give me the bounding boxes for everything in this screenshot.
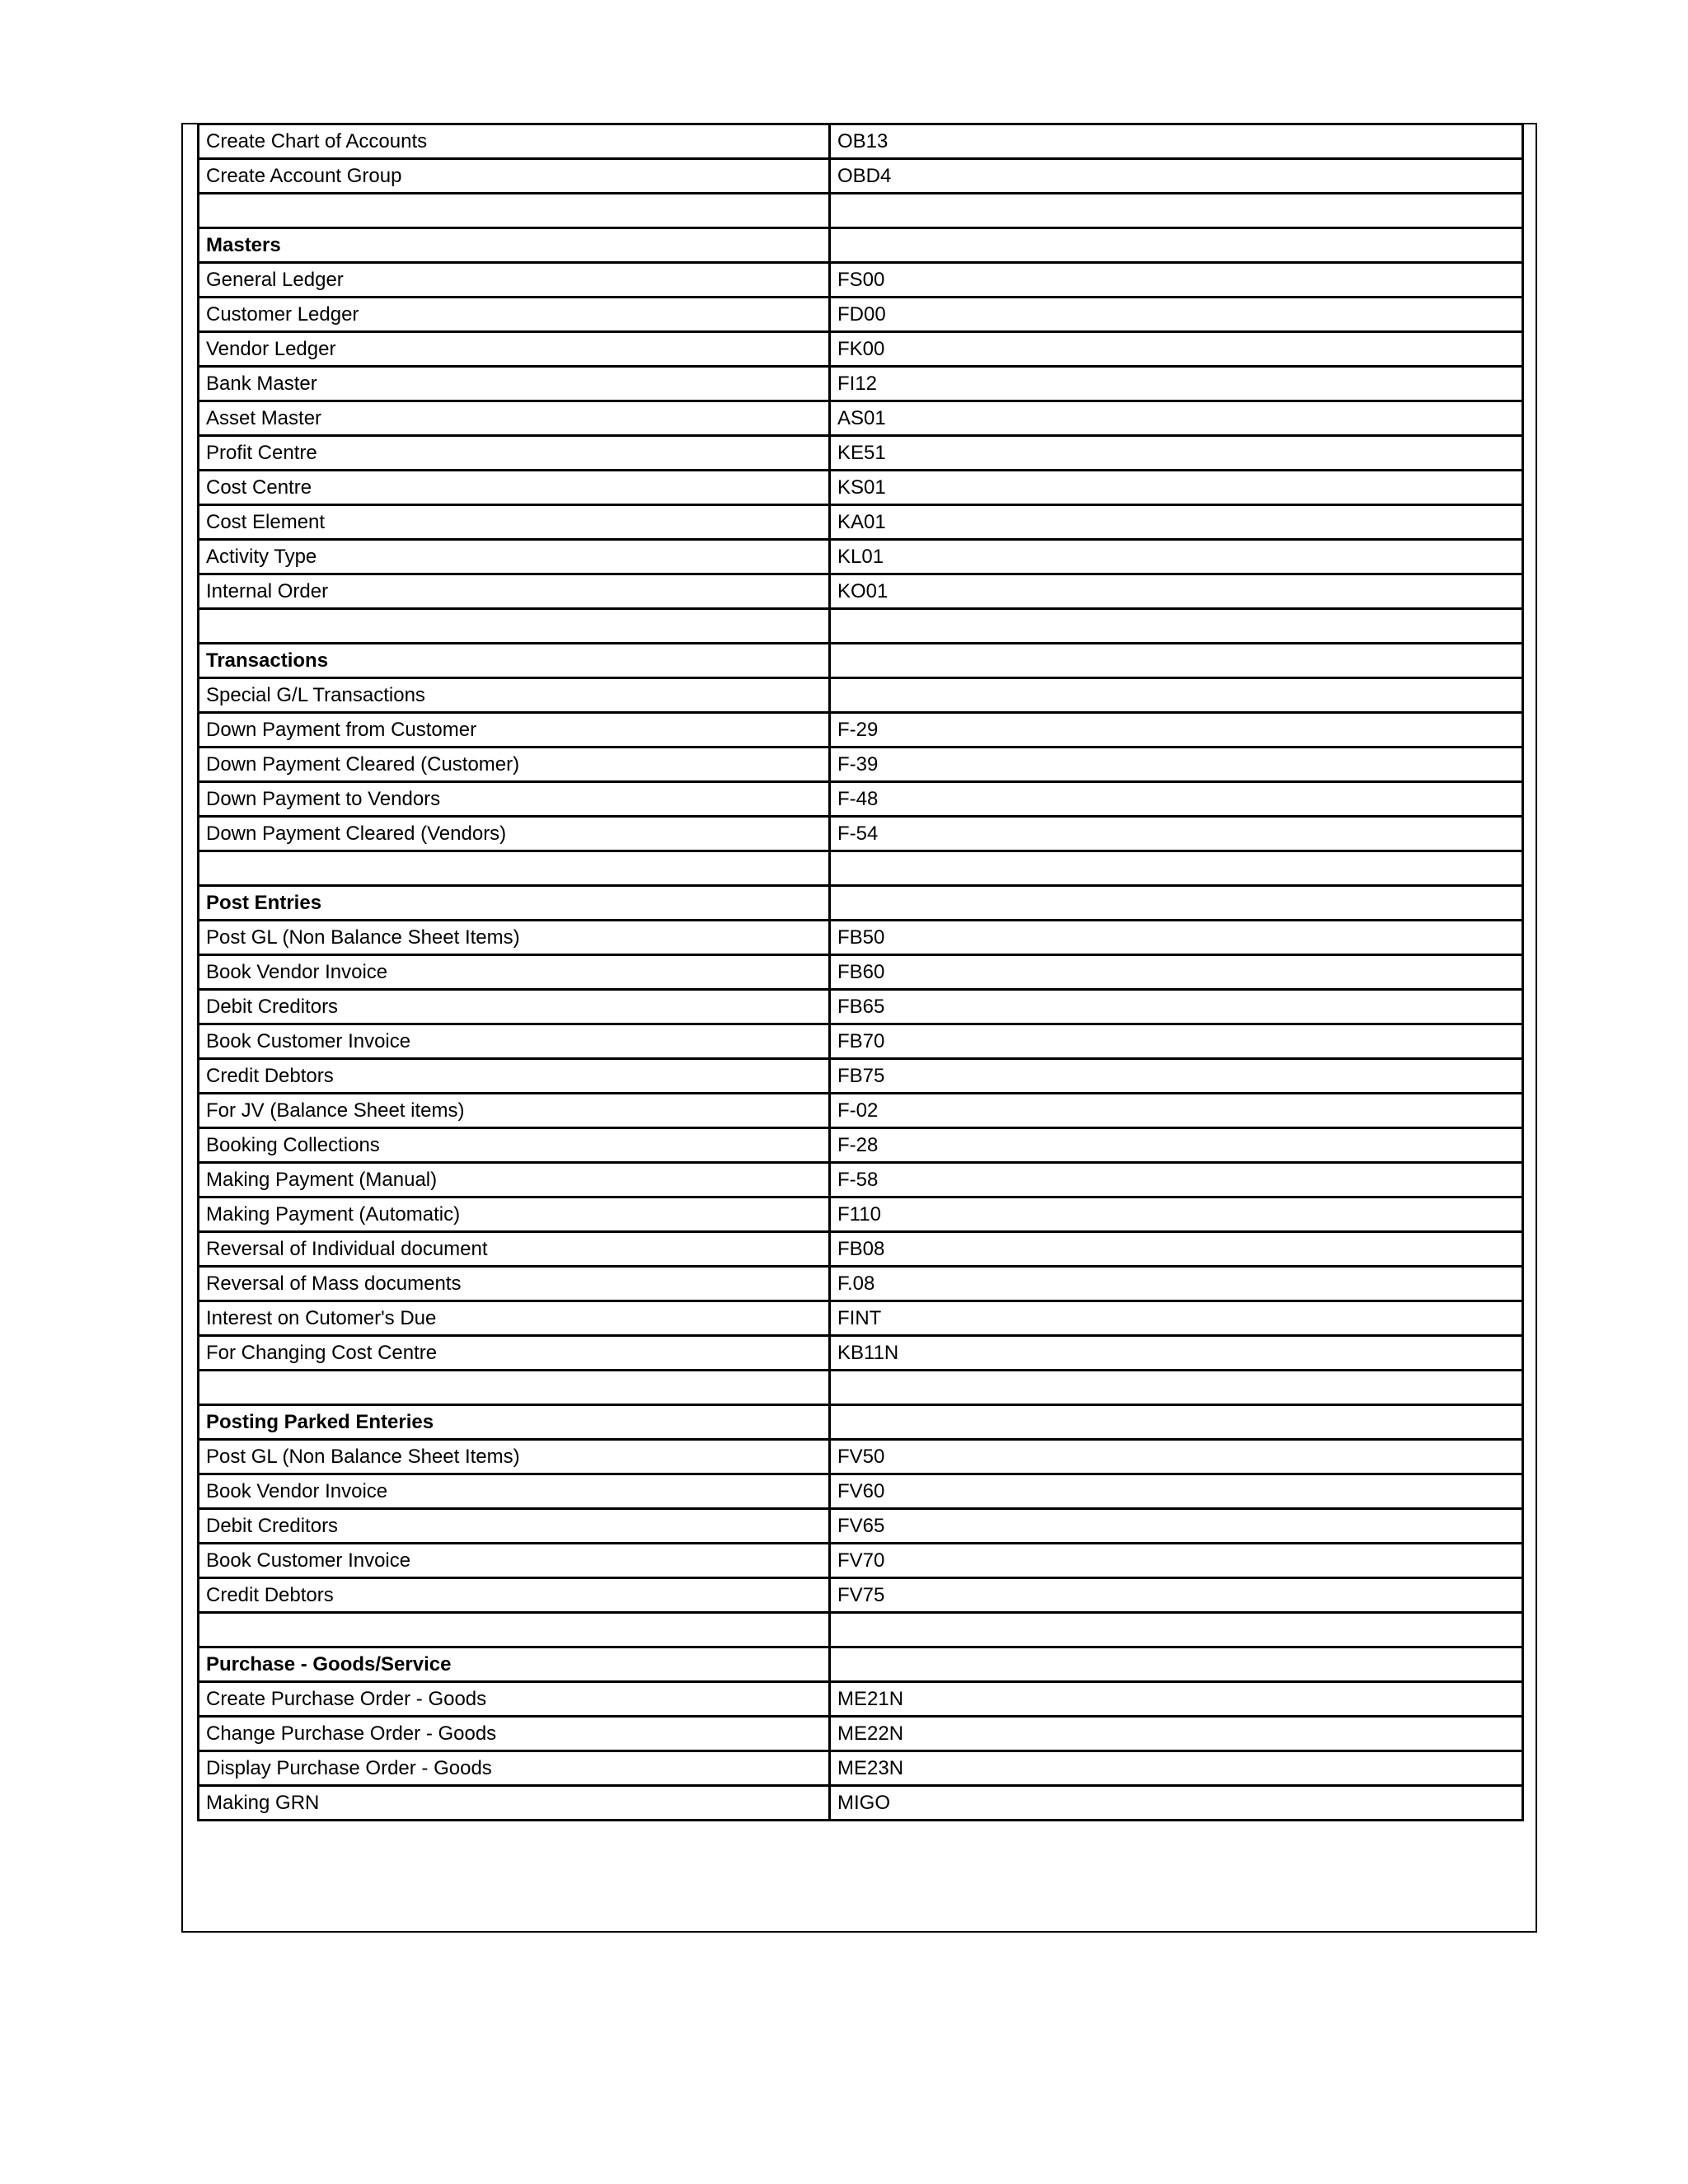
transaction-code: FB75 bbox=[830, 1059, 1523, 1094]
transaction-code bbox=[830, 609, 1523, 644]
transaction-code bbox=[830, 644, 1523, 678]
table-row bbox=[199, 505, 1523, 540]
activity-label: Book Vendor Invoice bbox=[199, 1474, 830, 1509]
table-row bbox=[199, 1128, 1523, 1163]
activity-label bbox=[199, 1371, 830, 1405]
activity-label: Debit Creditors bbox=[199, 1509, 830, 1544]
activity-label: Create Purchase Order - Goods bbox=[199, 1682, 830, 1717]
activity-label: Making GRN bbox=[199, 1786, 830, 1821]
transaction-code: F-48 bbox=[830, 782, 1523, 817]
table-row bbox=[199, 1094, 1523, 1128]
activity-label: Display Purchase Order - Goods bbox=[199, 1751, 830, 1786]
activity-label: Create Account Group bbox=[199, 159, 830, 194]
transaction-code: FV60 bbox=[830, 1474, 1523, 1509]
table-row bbox=[199, 436, 1523, 471]
activity-label: Asset Master bbox=[199, 401, 830, 436]
activity-label: Book Customer Invoice bbox=[199, 1024, 830, 1059]
activity-label: Customer Ledger bbox=[199, 298, 830, 332]
activity-label bbox=[199, 851, 830, 886]
transaction-code: FV65 bbox=[830, 1509, 1523, 1544]
table-row bbox=[199, 990, 1523, 1024]
transaction-code bbox=[830, 1405, 1523, 1440]
activity-label: Vendor Ledger bbox=[199, 332, 830, 367]
table-row bbox=[199, 851, 1523, 886]
section-title: Transactions bbox=[199, 644, 830, 678]
table-row bbox=[199, 678, 1523, 713]
transaction-code: F-02 bbox=[830, 1094, 1523, 1128]
table-body bbox=[199, 124, 1523, 1821]
activity-label: Down Payment Cleared (Customer) bbox=[199, 748, 830, 782]
activity-label: Cost Centre bbox=[199, 471, 830, 505]
section-header-row bbox=[199, 1647, 1523, 1682]
table-row bbox=[199, 1578, 1523, 1613]
activity-label: Making Payment (Manual) bbox=[199, 1163, 830, 1197]
transaction-code: FB70 bbox=[830, 1024, 1523, 1059]
table-row bbox=[199, 367, 1523, 401]
transaction-code: ME23N bbox=[830, 1751, 1523, 1786]
table-row bbox=[199, 955, 1523, 990]
table-row bbox=[199, 124, 1523, 159]
transaction-code: FV75 bbox=[830, 1578, 1523, 1613]
transaction-code: F-58 bbox=[830, 1163, 1523, 1197]
transaction-code bbox=[830, 886, 1523, 921]
transaction-code: F.08 bbox=[830, 1267, 1523, 1301]
activity-label: Credit Debtors bbox=[199, 1059, 830, 1094]
transaction-code: MIGO bbox=[830, 1786, 1523, 1821]
activity-label: Profit Centre bbox=[199, 436, 830, 471]
transaction-code bbox=[830, 228, 1523, 263]
transaction-code: FI12 bbox=[830, 367, 1523, 401]
transaction-code: FS00 bbox=[830, 263, 1523, 298]
transaction-code: KE51 bbox=[830, 436, 1523, 471]
table-row bbox=[199, 1232, 1523, 1267]
transaction-code: ME22N bbox=[830, 1717, 1523, 1751]
activity-label: Reversal of Mass documents bbox=[199, 1267, 830, 1301]
transaction-code: FK00 bbox=[830, 332, 1523, 367]
transaction-code bbox=[830, 1371, 1523, 1405]
table-row bbox=[199, 194, 1523, 228]
transaction-code: ME21N bbox=[830, 1682, 1523, 1717]
activity-label: Down Payment to Vendors bbox=[199, 782, 830, 817]
table-row bbox=[199, 540, 1523, 574]
activity-label: For Changing Cost Centre bbox=[199, 1336, 830, 1371]
transaction-code: FV70 bbox=[830, 1544, 1523, 1578]
table-row bbox=[199, 1371, 1523, 1405]
transaction-code: KB11N bbox=[830, 1336, 1523, 1371]
activity-label: Post GL (Non Balance Sheet Items) bbox=[199, 921, 830, 955]
transaction-code: F-28 bbox=[830, 1128, 1523, 1163]
transaction-code bbox=[830, 194, 1523, 228]
activity-label bbox=[199, 1613, 830, 1647]
table-row bbox=[199, 1024, 1523, 1059]
section-header-row bbox=[199, 228, 1523, 263]
table-row bbox=[199, 401, 1523, 436]
activity-label: Credit Debtors bbox=[199, 1578, 830, 1613]
transaction-code: KS01 bbox=[830, 471, 1523, 505]
table-row bbox=[199, 1163, 1523, 1197]
activity-label: Book Vendor Invoice bbox=[199, 955, 830, 990]
activity-label: Down Payment from Customer bbox=[199, 713, 830, 748]
table-row bbox=[199, 1301, 1523, 1336]
activity-label: Debit Creditors bbox=[199, 990, 830, 1024]
section-header-row bbox=[199, 886, 1523, 921]
table-row bbox=[199, 1751, 1523, 1786]
table-row bbox=[199, 574, 1523, 609]
table-row bbox=[199, 1717, 1523, 1751]
activity-label: Special G/L Transactions bbox=[199, 678, 830, 713]
table-row bbox=[199, 1544, 1523, 1578]
transaction-code: F-39 bbox=[830, 748, 1523, 782]
table-row bbox=[199, 748, 1523, 782]
table-row bbox=[199, 471, 1523, 505]
activity-label: Create Chart of Accounts bbox=[199, 124, 830, 159]
transaction-code: FB65 bbox=[830, 990, 1523, 1024]
table-row bbox=[199, 1613, 1523, 1647]
section-title: Post Entries bbox=[199, 886, 830, 921]
activity-label: Cost Element bbox=[199, 505, 830, 540]
transaction-code: F-54 bbox=[830, 817, 1523, 851]
transaction-code: F-29 bbox=[830, 713, 1523, 748]
section-title: Posting Parked Enteries bbox=[199, 1405, 830, 1440]
table-row bbox=[199, 1474, 1523, 1509]
transaction-code bbox=[830, 678, 1523, 713]
activity-label: Making Payment (Automatic) bbox=[199, 1197, 830, 1232]
activity-label bbox=[199, 194, 830, 228]
transaction-code bbox=[830, 851, 1523, 886]
table-row bbox=[199, 713, 1523, 748]
table-row bbox=[199, 1440, 1523, 1474]
transaction-code: FB60 bbox=[830, 955, 1523, 990]
table-row bbox=[199, 1197, 1523, 1232]
section-title: Masters bbox=[199, 228, 830, 263]
transaction-code: KL01 bbox=[830, 540, 1523, 574]
transaction-code: FB08 bbox=[830, 1232, 1523, 1267]
transaction-code: AS01 bbox=[830, 401, 1523, 436]
table-row bbox=[199, 817, 1523, 851]
transaction-code: OBD4 bbox=[830, 159, 1523, 194]
table-row bbox=[199, 263, 1523, 298]
activity-label: General Ledger bbox=[199, 263, 830, 298]
activity-label: Internal Order bbox=[199, 574, 830, 609]
activity-label: Activity Type bbox=[199, 540, 830, 574]
transaction-code bbox=[830, 1647, 1523, 1682]
activity-label: Booking Collections bbox=[199, 1128, 830, 1163]
table-row bbox=[199, 332, 1523, 367]
table-row bbox=[199, 1509, 1523, 1544]
transaction-code bbox=[830, 1613, 1523, 1647]
activity-label: Post GL (Non Balance Sheet Items) bbox=[199, 1440, 830, 1474]
transaction-code: FV50 bbox=[830, 1440, 1523, 1474]
table-row bbox=[199, 1682, 1523, 1717]
transaction-code: FB50 bbox=[830, 921, 1523, 955]
transaction-code: FINT bbox=[830, 1301, 1523, 1336]
activity-label: Bank Master bbox=[199, 367, 830, 401]
activity-label: Interest on Cutomer's Due bbox=[199, 1301, 830, 1336]
transaction-code: KO01 bbox=[830, 574, 1523, 609]
transaction-code-table bbox=[197, 123, 1524, 1821]
activity-label: For JV (Balance Sheet items) bbox=[199, 1094, 830, 1128]
table-row bbox=[199, 782, 1523, 817]
transaction-code: OB13 bbox=[830, 124, 1523, 159]
transaction-code: KA01 bbox=[830, 505, 1523, 540]
section-header-row bbox=[199, 1405, 1523, 1440]
table-row bbox=[199, 1336, 1523, 1371]
table-row bbox=[199, 921, 1523, 955]
activity-label: Reversal of Individual document bbox=[199, 1232, 830, 1267]
table-row bbox=[199, 1059, 1523, 1094]
activity-label: Book Customer Invoice bbox=[199, 1544, 830, 1578]
activity-label: Change Purchase Order - Goods bbox=[199, 1717, 830, 1751]
table-row bbox=[199, 609, 1523, 644]
activity-label: Down Payment Cleared (Vendors) bbox=[199, 817, 830, 851]
table-row bbox=[199, 298, 1523, 332]
transaction-code: FD00 bbox=[830, 298, 1523, 332]
table-row bbox=[199, 1786, 1523, 1821]
table-row bbox=[199, 1267, 1523, 1301]
activity-label bbox=[199, 609, 830, 644]
section-title: Purchase - Goods/Service bbox=[199, 1647, 830, 1682]
section-header-row bbox=[199, 644, 1523, 678]
table-row bbox=[199, 159, 1523, 194]
transaction-code: F110 bbox=[830, 1197, 1523, 1232]
